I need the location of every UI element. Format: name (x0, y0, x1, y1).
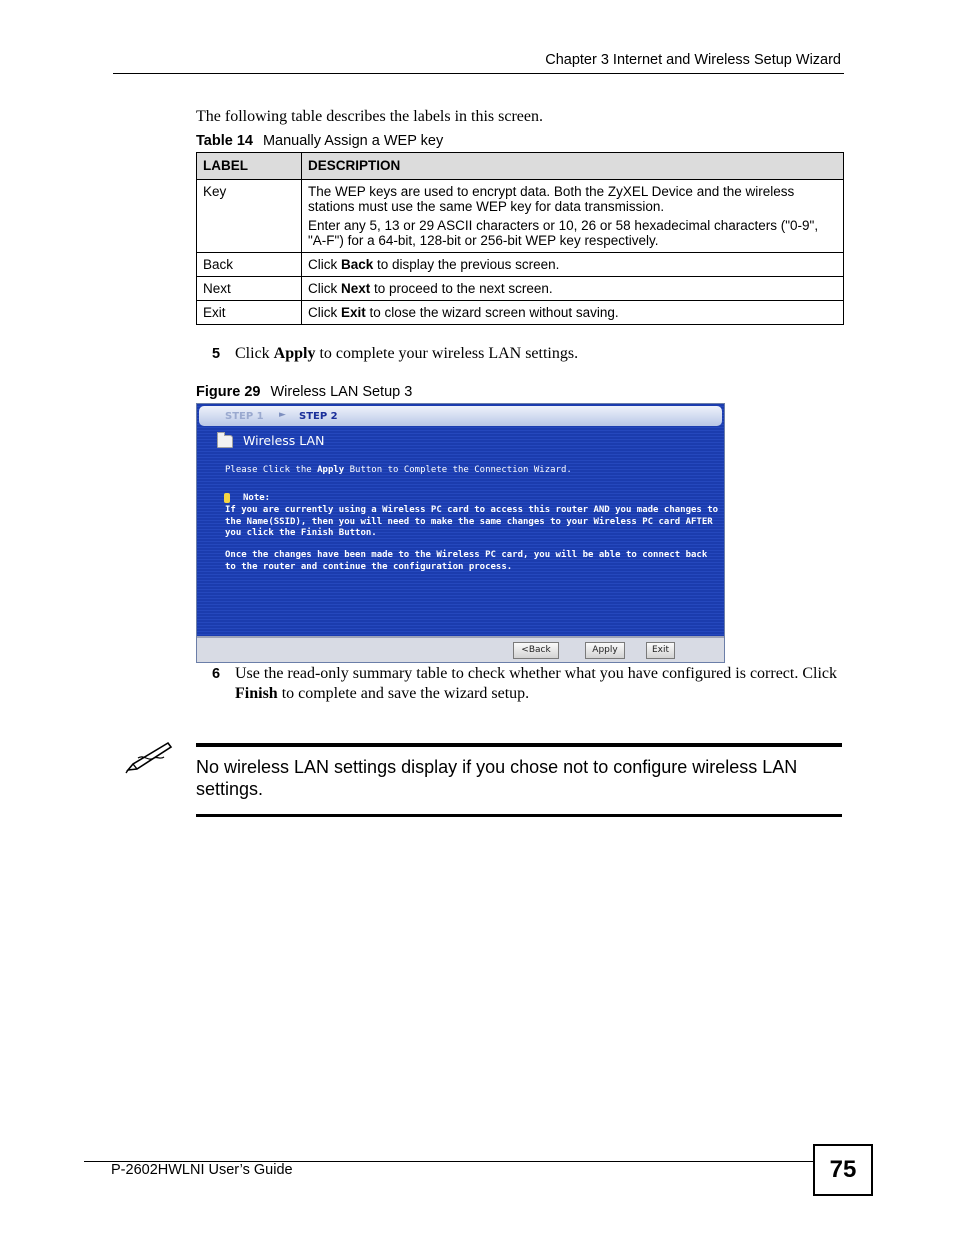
bold-term: Back (341, 257, 374, 272)
text: Please Click the (225, 465, 318, 475)
note-text: No wireless LAN settings display if you chose not to configure wireless LAN settings. (196, 757, 798, 799)
step-number: 6 (212, 666, 221, 682)
bold-term: Apply (317, 465, 345, 475)
text: Button to Complete the Connection Wizard. (344, 465, 572, 475)
table-row (197, 180, 844, 253)
step-arrow-icon: ► (279, 410, 286, 420)
text: Click (308, 305, 341, 320)
note-rule-bottom (196, 814, 842, 817)
text: Use the read-only summary table to check whether what you have configured is correct. Click (235, 665, 838, 682)
wizard-step-bar (199, 406, 722, 426)
table-caption-number: Table 14 (196, 133, 253, 149)
row-description (302, 253, 844, 277)
wizard-button-bar (197, 636, 724, 662)
back-button[interactable]: <Back (513, 642, 559, 659)
note-rule-top (196, 743, 842, 747)
figure-caption-number: Figure 29 (196, 384, 261, 400)
text: Click (308, 257, 341, 272)
exit-button[interactable]: Exit (646, 642, 675, 659)
bold-term: Apply (273, 345, 316, 362)
apply-button[interactable]: Apply (585, 642, 625, 659)
column-header-label: LABEL (197, 153, 302, 180)
table-row (197, 301, 844, 325)
figure-caption-title: Wireless LAN Setup 3 (270, 384, 413, 400)
footer-guide-title: P-2602HWLNI User’s Guide (111, 1162, 293, 1178)
table-header-row (197, 153, 844, 180)
bold-term: Finish (235, 685, 278, 702)
row-label: Key (197, 180, 302, 253)
row-description (302, 180, 844, 253)
wizard-instruction (225, 465, 720, 477)
step-text (235, 344, 578, 364)
row-label: Exit (197, 301, 302, 325)
running-header: Chapter 3 Internet and Wireless Setup Wizard (545, 52, 841, 68)
page-number: 75 (813, 1144, 873, 1196)
description-paragraph: The WEP keys are used to encrypt data. Both the ZyXEL Device and the wireless stations must use the same WEP key for data transmission. (308, 184, 795, 214)
text: to close the wizard screen without saving. (365, 305, 619, 320)
step-number: 5 (212, 346, 221, 362)
wizard-note-body-2: Once the changes have been made to the Wireless PC card, you will be able to connect back to the router and continue the configuration process. (225, 550, 708, 572)
text: Click (308, 281, 341, 296)
bold-term: Next (341, 281, 371, 296)
pencil-note-icon (124, 740, 174, 779)
folder-icon (217, 435, 233, 448)
text: to proceed to the next screen. (370, 281, 553, 296)
text: to display the previous screen. (373, 257, 560, 272)
bold-term: Exit (341, 305, 366, 320)
row-label: Next (197, 277, 302, 301)
header-rule (113, 73, 844, 74)
wizard-screenshot (196, 403, 725, 663)
wizard-note-label: Note: (243, 493, 271, 503)
wep-key-table (196, 152, 844, 325)
row-description (302, 277, 844, 301)
text: Click (235, 345, 274, 362)
text: to complete and save the wizard setup. (277, 685, 530, 702)
table-row (197, 253, 844, 277)
row-label: Back (197, 253, 302, 277)
step-text (235, 664, 845, 704)
figure-caption (196, 384, 412, 400)
text: to complete your wireless LAN settings. (315, 345, 579, 362)
table-caption-title: Manually Assign a WEP key (262, 133, 444, 149)
table-row (197, 277, 844, 301)
note-bulb-icon (224, 493, 230, 503)
row-description (302, 301, 844, 325)
table-caption (196, 133, 443, 149)
wizard-note-body: If you are currently using a Wireless PC card to access this router AND you made changes to the Name(SSID), then you will need to make the same changes to your Wireless PC card AFTER you click the Finish Button. (225, 505, 719, 538)
column-header-description: DESCRIPTION (302, 153, 844, 180)
wizard-title: Wireless LAN (243, 433, 325, 448)
description-paragraph: Enter any 5, 13 or 29 ASCII characters or 10, 26 or 58 hexadecimal characters ("0-9", "A-F") for a 64-bit, 128-bit or 256-bit WEP key respectively. (308, 218, 819, 248)
wizard-step-1: STEP 1 (225, 411, 264, 422)
wizard-step-2: STEP 2 (299, 411, 338, 422)
intro-paragraph: The following table describes the labels in this screen. (196, 108, 544, 125)
